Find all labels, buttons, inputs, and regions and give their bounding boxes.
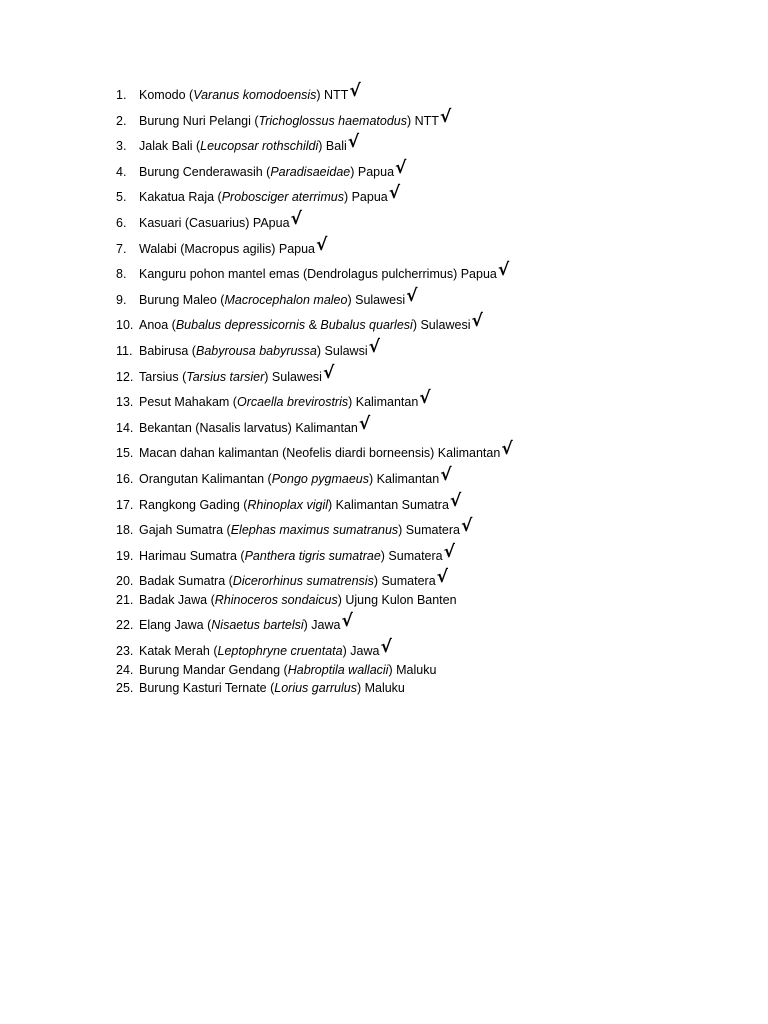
check-mark-icon: √ [471,311,483,332]
list-item-text [139,242,315,257]
text-segment: ) Sulawesi [347,292,406,307]
text-segment: ) Sumatera [373,574,436,589]
check-mark-icon: √ [349,81,361,101]
text-segment: Bekantan (Nasalis larvatus) Kalimantan [139,420,358,435]
list-item [112,593,513,608]
text-segment: ) Bali [318,139,347,154]
text-segment: Rangkong Gading ( [139,497,248,512]
list-item [112,567,513,589]
scientific-name: Panthera tigris sumatrae [244,548,381,563]
scientific-name: Rhinoplax vigil [247,497,329,512]
scientific-name: Varanus komodoensis [193,88,317,102]
scientific-name: Pongo pygmaeus [271,471,370,486]
text-segment: ) Kalimantan [348,395,419,410]
list-item [112,637,513,659]
list-item [112,132,513,154]
check-mark-icon: √ [497,260,510,281]
scientific-name: Elephas maximus sumatranus [230,523,399,538]
text-segment: Macan dahan kalimantan (Neofelis diardi borneensis) Kalimantan [139,446,501,461]
list-item-text [139,165,394,180]
list-item [112,663,513,678]
list-item [112,311,513,333]
list-item-text [139,618,341,633]
scientific-name: Lorius garrulus [274,681,357,696]
text-segment: ) Kalimantan Sumatra [328,497,449,512]
text-segment: Anoa ( [139,318,176,333]
scientific-name: Bubalus depressicornis [175,318,306,333]
text-segment: Burung Kasturi Ternate ( [139,681,275,696]
list-item-text [139,344,368,359]
list-item [112,439,513,461]
check-mark-icon: √ [368,336,380,357]
list-item-number: 21. [116,592,134,607]
list-item-text [139,472,439,487]
text-segment: Komodo ( [139,88,194,102]
list-item [112,611,513,633]
check-mark-icon: √ [501,439,513,460]
list-item-number: 8. [116,267,127,282]
list-item [112,106,513,129]
list-item [112,234,513,257]
list-item-number: 18. [116,523,134,538]
list-item [112,541,513,564]
text-segment: & [305,318,321,333]
list-item-number: 14. [116,420,134,435]
check-mark-icon: √ [358,413,371,434]
list-item-number: 22. [116,618,134,633]
list-item-text [139,267,497,282]
list-item [112,260,513,282]
check-mark-icon: √ [316,234,328,255]
list-item-text [139,593,457,608]
list-item-text [139,318,470,333]
text-segment: Jalak Bali ( [139,139,201,154]
scientific-name: Rhinoceros sondaicus [214,592,338,607]
list-item-number: 20. [116,574,134,589]
list-item-text [139,293,405,308]
list-item-text [139,663,436,678]
list-item [112,157,513,180]
text-segment: ) Papua [343,190,388,205]
list-item [112,681,513,696]
list-item-number: 2. [116,113,127,128]
list-item-text [139,498,449,513]
list-item-number: 5. [116,190,127,205]
list-item-text [139,644,379,659]
text-segment: Burung Mandar Gendang ( [139,662,288,677]
list-item-text [139,114,439,129]
check-mark-icon: √ [347,132,360,153]
scientific-name: Dicerorhinus sumatrensis [232,574,374,589]
text-segment: Kanguru pohon mantel emas (Dendrolagus pulcherrimus) Papua [139,267,497,282]
check-mark-icon: √ [449,490,462,511]
list-item [112,208,513,231]
list-item-text [139,370,322,385]
check-mark-icon: √ [461,516,473,537]
species-list [112,81,513,696]
text-segment: ) Sulawsi [316,343,368,358]
check-mark-icon: √ [341,611,353,632]
list-item-number: 24. [116,662,134,677]
list-item-number: 23. [116,644,134,659]
list-item-text [139,88,348,103]
list-item [112,362,513,385]
scientific-name: Trichoglossus haematodus [258,113,407,128]
check-mark-icon: √ [443,541,455,562]
text-segment: ) Ujung Kulon Banten [337,592,457,607]
check-mark-icon: √ [388,183,401,204]
text-segment: Burung Cenderawasih ( [139,164,271,179]
list-item-number: 7. [116,241,127,256]
scientific-name: Babyrousa babyrussa [195,343,317,358]
check-mark-icon: √ [440,464,452,485]
list-item-text [139,190,388,205]
list-item-number: 1. [116,88,127,102]
text-segment: ) Maluku [388,662,437,677]
list-item [112,490,513,513]
list-item-number: 15. [116,446,134,461]
list-item-text [139,681,405,696]
list-item [112,516,513,538]
text-segment: ) NTT [316,88,349,102]
list-item [112,464,513,487]
scientific-name: Habroptila wallacii [287,662,389,677]
text-segment: Badak Sumatra ( [139,574,233,589]
scientific-name: Orcaella brevirostris [236,395,349,410]
list-item-number: 13. [116,395,134,410]
check-mark-icon: √ [419,388,431,409]
list-item [112,183,513,205]
text-segment: ) Jawa [303,618,341,633]
text-segment: ) Maluku [356,681,405,696]
check-mark-icon: √ [290,208,302,229]
check-mark-icon: √ [436,567,449,588]
scientific-name: Probosciger aterrimus [221,190,344,205]
text-segment: Orangutan Kalimantan ( [139,471,272,486]
text-segment: ) Sulawesi [412,318,471,333]
list-item [112,336,513,359]
list-item-number: 17. [116,497,134,512]
text-segment: Babirusa ( [139,343,196,358]
text-segment: ) Sumatera [398,523,460,538]
text-segment: Badak Jawa ( [139,592,215,607]
text-segment: Elang Jawa ( [139,618,212,633]
scientific-name: Tarsius tarsier [186,369,265,384]
text-segment: ) Papua [350,164,395,179]
list-item-text [139,523,460,538]
text-segment: Katak Merah ( [139,644,218,659]
list-item-text [139,549,443,564]
scientific-name: Leucopsar rothschildi [200,139,319,154]
check-mark-icon: √ [322,362,335,383]
list-item [112,413,513,436]
list-item [112,388,513,410]
list-item-number: 4. [116,164,127,179]
text-segment: ) NTT [406,113,439,128]
list-item-number: 11. [116,343,133,358]
list-item-number: 3. [116,139,127,154]
scientific-name: Bubalus quarlesi [320,318,413,333]
list-item-number: 12. [116,369,134,384]
list-item-number: 9. [116,292,127,307]
list-item-text [139,139,347,154]
list-item-number: 19. [116,548,134,563]
list-item [112,285,513,308]
list-item-number: 16. [116,471,134,486]
text-segment: Harimau Sumatra ( [139,548,245,563]
list-item-text [139,446,500,461]
text-segment: Gajah Sumatra ( [139,523,231,538]
scientific-name: Paradisaeidae [270,164,351,179]
list-item-text [139,574,436,589]
list-item [112,81,513,103]
scientific-name: Leptophryne cruentata [217,644,343,659]
check-mark-icon: √ [395,157,407,178]
text-segment: ) Jawa [342,644,380,659]
scientific-name: Nisaetus bartelsi [211,618,304,633]
text-segment: Kakatua Raja ( [139,190,222,205]
list-item-number: 25. [116,681,134,696]
text-segment: Burung Nuri Pelangi ( [139,113,259,128]
check-mark-icon: √ [380,637,392,658]
text-segment: Burung Maleo ( [139,292,225,307]
text-segment: Kasuari (Casuarius) PApua [139,215,290,230]
text-segment: ) Sumatera [380,548,443,563]
text-segment: Tarsius ( [139,369,187,384]
list-item-number: 6. [116,215,127,230]
text-segment: ) Sulawesi [264,369,322,384]
list-item-text [139,421,358,436]
text-segment: ) Kalimantan [369,471,440,486]
check-mark-icon: √ [439,106,452,127]
text-segment: Walabi (Macropus agilis) Papua [139,241,316,256]
list-item-text [139,216,290,231]
list-item-number: 10. [116,318,134,333]
list-item-text [139,395,418,410]
check-mark-icon: √ [406,285,418,306]
scientific-name: Macrocephalon maleo [224,292,348,307]
text-segment: Pesut Mahakam ( [139,395,237,410]
